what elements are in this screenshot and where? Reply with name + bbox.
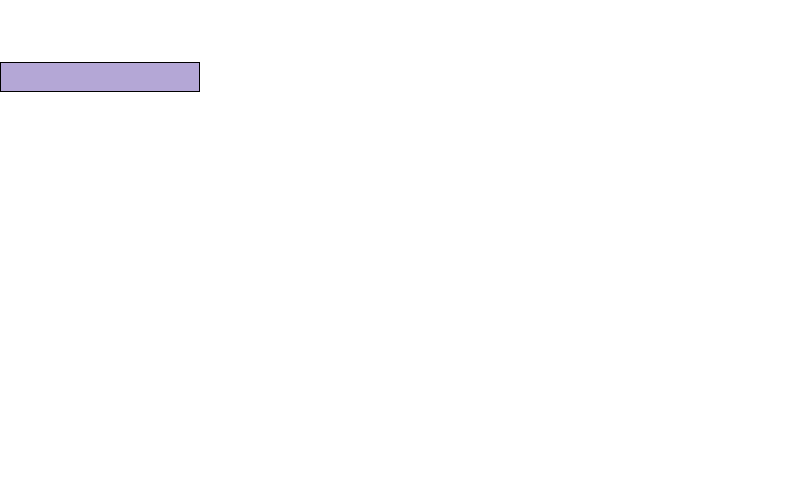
ytd-revenue-value (0, 62, 200, 92)
